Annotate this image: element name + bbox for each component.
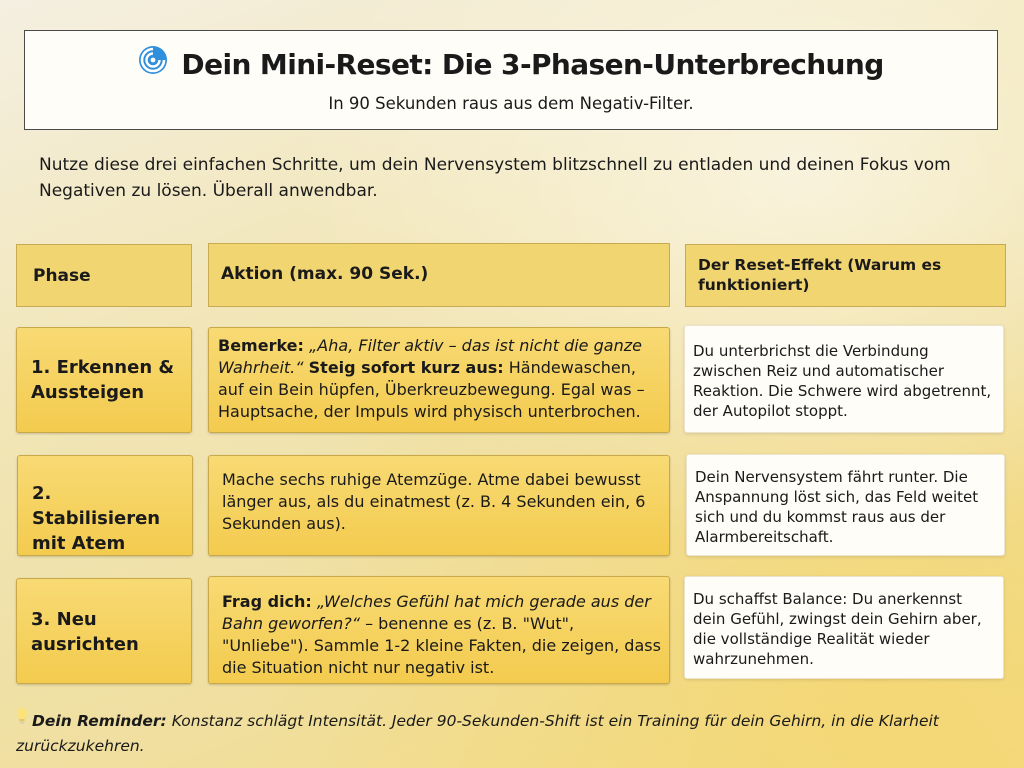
phase-label-1: 1. Erkennen & Aussteigen [31, 357, 175, 403]
action-lead-3: Frag dich: [222, 592, 312, 611]
phase-label-3: 3. Neu ausrichten [31, 609, 139, 655]
header-phase-cell [16, 244, 192, 307]
page-subtitle: In 90 Sekunden raus aus dem Negativ-Filter. [328, 94, 694, 113]
title-box [24, 30, 998, 130]
action-lead-1: Bemerke: [218, 336, 304, 355]
header-effect-label: Der Reset-Effekt (Warum es funktioniert) [698, 256, 942, 294]
action-rest-2: Mache sechs ruhige Atemzüge. Atme dabei bewusst länger aus, als du einatmest (z. B. 4 Sekunden ein, 6 Sekunden aus). [222, 470, 646, 533]
action-lead2-1: Steig sofort kurz aus: [308, 358, 504, 377]
reminder-text: Konstanz schlägt Intensität. Jeder 90-Sekunden-Shift ist ein Training für dein Gehirn, in die Klarheit zurückzukehren. [16, 712, 939, 755]
action-text-3 [222, 591, 661, 679]
effect-card-2 [686, 454, 1005, 556]
action-rest-3: – benenne es (z. B. "Wut", "Unliebe"). Sammle 1-2 kleine Fakten, die zeigen, dass die Situation nicht nur negativ ist. [222, 614, 661, 677]
effect-card-1 [684, 325, 1004, 433]
phase-label-2: 2. Stabilisieren mit Atem [32, 483, 161, 554]
phase-cell-2 [17, 455, 193, 556]
action-cell-1 [208, 327, 670, 433]
action-rest-1: Händewaschen, auf ein Bein hüpfen, Überkreuzbewegung. Egal was – Hauptsache, der Impuls wird physisch unterbrochen. [218, 358, 645, 421]
action-cell-3 [208, 576, 670, 684]
effect-card-3 [684, 576, 1004, 679]
phase-cell-3 [16, 578, 192, 684]
header-action-label: Aktion (max. 90 Sek.) [221, 264, 429, 284]
action-cell-2 [208, 455, 670, 556]
reminder [16, 709, 1006, 758]
action-text-2 [222, 469, 661, 535]
effect-text-2: Dein Nervensystem fährt runter. Die Anspannung löst sich, das Feld weitet sich und du kommst raus aus der Alarmbereitschaft. [695, 468, 979, 546]
reminder-label: Dein Reminder: [32, 712, 167, 730]
cyclone-icon [138, 45, 168, 79]
action-quote-1: „Aha, Filter aktiv – das ist nicht die ganze Wahrheit.“ [218, 336, 642, 377]
effect-text-3: Du schaffst Balance: Du anerkennst dein Gefühl, zwingst dein Gehirn aber, die vollständige Realität wieder wahrzunehmen. [693, 590, 982, 668]
action-quote-3: „Welches Gefühl hat mich gerade aus der Bahn geworfen?“ [222, 592, 651, 633]
lightbulb-icon [16, 707, 28, 732]
effect-text-1: Du unterbrichst die Verbindung zwischen Reiz und automatischer Reaktion. Die Schwere wird abgetrennt, der Autopilot stoppt. [693, 342, 992, 420]
header-action-cell [208, 243, 670, 307]
action-text-1 [218, 335, 661, 423]
header-phase-label: Phase [33, 266, 91, 286]
phase-cell-1 [16, 327, 192, 433]
page-title: Dein Mini-Reset: Die 3-Phasen-Unterbrechung [181, 47, 884, 81]
header-effect-cell [685, 244, 1006, 307]
title-row [25, 47, 997, 81]
intro-text: Nutze diese drei einfachen Schritte, um dein Nervensystem blitzschnell zu entladen und deinen Fokus vom Negativen zu lösen. Überall anwendbar. [39, 155, 951, 201]
